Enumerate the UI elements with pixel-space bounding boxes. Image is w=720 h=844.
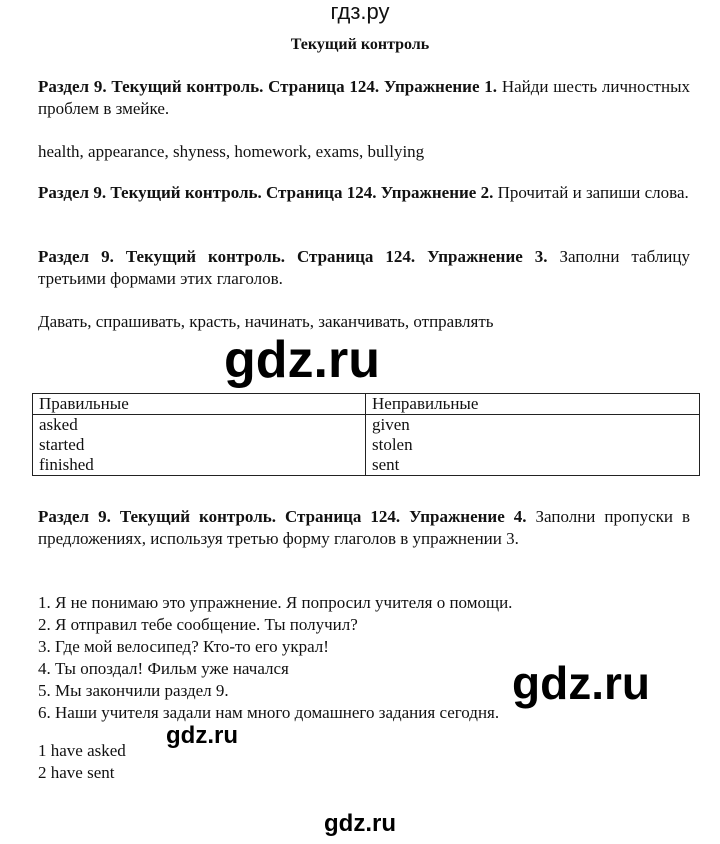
table-header-row (33, 394, 700, 415)
exercise-2-task: Прочитай и запиши слова. (497, 183, 689, 202)
sentence-list (38, 592, 512, 724)
exercise-3-heading: Раздел 9. Текущий контроль. Страница 124. Упражнение 3. (38, 247, 548, 266)
list-item: 5. Мы закончили раздел 9. (38, 681, 229, 700)
table-row (33, 435, 700, 455)
table-cell: started (33, 435, 366, 455)
watermark-footer: gdz.ru (324, 810, 396, 837)
page-title: Текущий контроль (290, 36, 430, 53)
exercise-3-verbs: Давать, спрашивать, красть, начинать, заканчивать, отправлять (38, 312, 494, 331)
table-row (33, 415, 700, 436)
list-item: 2 have sent (38, 763, 115, 782)
site-header: гдз.ру (330, 0, 390, 24)
list-item: 1. Я не понимаю это упражнение. Я попросил учителя о помощи. (38, 593, 513, 612)
exercise-3-task: Заполни таблицу третьими формами этих глаголов. (38, 247, 690, 288)
exercise-2-heading: Раздел 9. Текущий контроль. Страница 124. Упражнение 2. (38, 183, 494, 202)
table-header-irregular: Неправильные (366, 394, 700, 415)
exercise-4-task: Заполни пропуски в предложениях, используя третью форму глаголов в упражнении 3. (38, 507, 691, 548)
answer-list (38, 740, 126, 784)
watermark-large: gdz.ru (224, 331, 380, 389)
table-cell: stolen (366, 435, 700, 455)
exercise-1-task: Найди шесть личностных проблем в змейке. (38, 77, 691, 118)
table-header-regular: Правильные (33, 394, 366, 415)
table-row (33, 455, 700, 476)
exercise-4-heading: Раздел 9. Текущий контроль. Страница 124. Упражнение 4. (38, 507, 527, 526)
table-cell: asked (33, 415, 366, 436)
table-cell: sent (366, 455, 700, 476)
exercise-2 (38, 182, 690, 204)
exercise-4 (38, 506, 690, 550)
exercise-1-heading: Раздел 9. Текущий контроль. Страница 124. Упражнение 1. (38, 77, 498, 96)
list-item: 4. Ты опоздал! Фильм уже начался (38, 659, 289, 678)
exercise-1 (38, 76, 690, 120)
exercise-3 (38, 246, 690, 290)
exercise-1-answer: health, appearance, shyness, homework, exams, bullying (38, 142, 425, 161)
watermark-right: gdz.ru (512, 657, 650, 709)
verb-forms-table (32, 393, 700, 476)
list-item: 6. Наши учителя задали нам много домашнего задания сегодня. (38, 703, 500, 722)
table-cell: finished (33, 455, 366, 476)
watermark-small: gdz.ru (166, 722, 238, 749)
list-item: 1 have asked (38, 741, 126, 760)
table-cell: given (366, 415, 700, 436)
list-item: 3. Где мой велосипед? Кто-то его украл! (38, 637, 329, 656)
list-item: 2. Я отправил тебе сообщение. Ты получил? (38, 615, 358, 634)
